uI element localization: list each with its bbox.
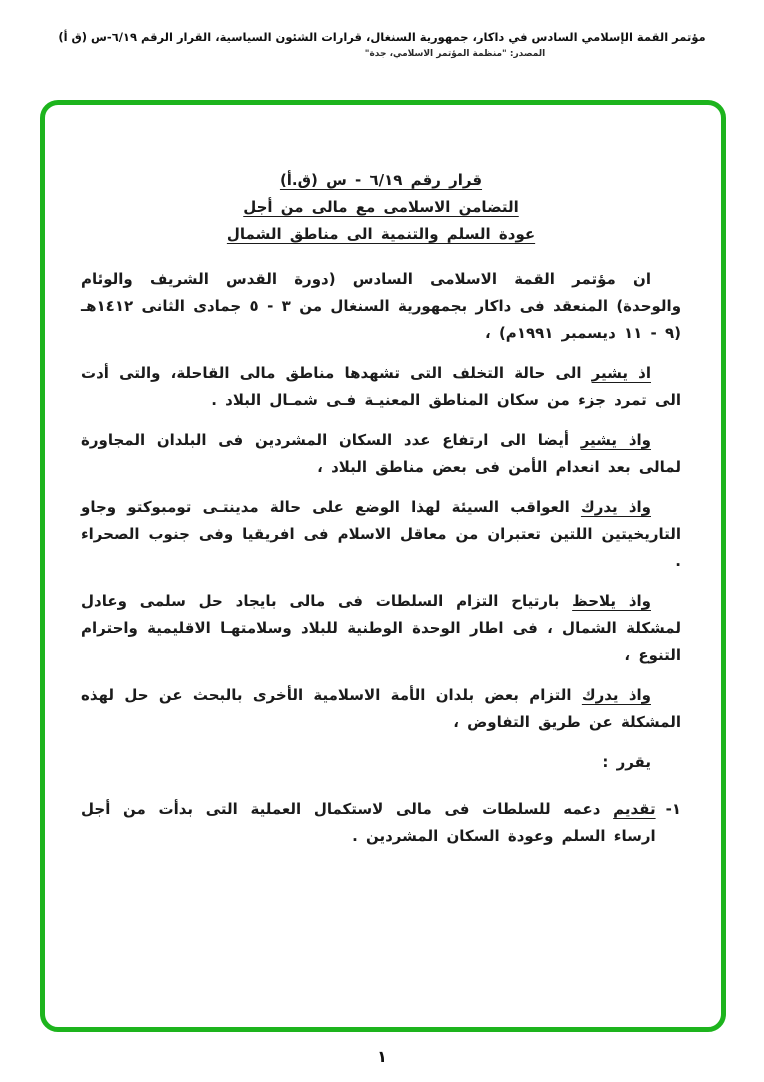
header-citation: مؤتمر القمة الإسلامي السادس في داكار، جمهورية السنغال، قرارات الشئون السياسية، القرار الرقم ٦/١٩-س (ق أ) (58, 30, 706, 44)
resolution-title (81, 167, 681, 248)
paragraph-noting-displaced (81, 427, 681, 481)
paragraph-lead: واذ يشير (580, 431, 651, 449)
paragraph-text: أيضا الى ارتفاع عدد السكان المشردين فى البلدان المجاورة لمالى بعد انعدام الأمن فى بعض مناطق البلاد ، (81, 431, 681, 476)
header-source: المصدر: "منظمة المؤتمر الاسلامي، جدة" (364, 49, 546, 59)
paragraph-lead: اذ يشير (591, 364, 651, 382)
document-frame (40, 100, 726, 1032)
decision-item-1 (81, 796, 681, 850)
paragraph-text: العواقب السيئة لهذا الوضع على حالة مدينتـى تومبوكتو وجاو التاريخيتين اللتين تعتبران من معاقل الاسلام فى افريقيا وفى جنوب الصحراء . (81, 498, 681, 570)
paragraph-lead: واذ يدرك (581, 686, 651, 704)
item-number: ١- (665, 800, 681, 818)
paragraph-recalling (81, 360, 681, 414)
paragraph-text: التزام بعض بلدان الأمة الاسلامية الأخرى بالبحث عن حل لهذه المشكلة عن طريق التفاوض ، (81, 686, 681, 731)
item-lead: تقديم (613, 800, 656, 818)
title-line-2-text: التضامن الاسلامى مع مالى من أجل (243, 198, 519, 216)
decision-label: يقرر : (602, 753, 651, 771)
title-line-3-text: عودة السلم والتنمية الى مناطق الشمال (226, 225, 536, 243)
item-text (81, 796, 656, 850)
page-header (0, 30, 764, 59)
paragraph-lead: واذ يلاحظ (572, 592, 651, 610)
page-number: ١ (377, 1047, 387, 1066)
title-line-3 (81, 221, 681, 248)
title-line-2 (81, 194, 681, 221)
paragraph-lead: واذ يدرك (580, 498, 651, 516)
document-body (81, 167, 681, 850)
paragraph-aware-consequences (81, 494, 681, 575)
paragraph-preamble (81, 266, 681, 347)
paragraph-noting-commitment (81, 588, 681, 669)
title-line-1-text: قرار رقم ٦/١٩ - س (ق.أ) (279, 171, 483, 189)
paragraph-text: ان مؤتمر القمة الاسلامى السادس (دورة القدس الشريف والوئام والوحدة) المنعقد فى داكار بجمهورية السنغال من ٣ - ٥ جمادى الثانى ١٤١٢هـ (٩ - ١١ ديسمبر ١٩٩١م) ، (81, 270, 682, 342)
paragraph-aware-negotiation (81, 682, 681, 736)
title-line-1 (81, 167, 681, 194)
paragraph-text: الى حالة التخلف التى تشهدها مناطق مالى القاحلة، والتى أدت الى تمرد جزء من سكان المناطق المعنيـة فـى شمـال البلاد . (81, 364, 681, 409)
item-rest: دعمه للسلطات فى مالى لاستكمال العملية التى بدأت من أجل ارساء السلم وعودة السكان المشردين . (81, 800, 656, 845)
paragraph-text: بارتياح التزام السلطات فى مالى بايجاد حل سلمى وعادل لمشكلة الشمال ، فى اطار الوحدة الوطنية للبلاد وسلامتهـا الاقليمية واحترام التنوع ، (81, 592, 681, 664)
